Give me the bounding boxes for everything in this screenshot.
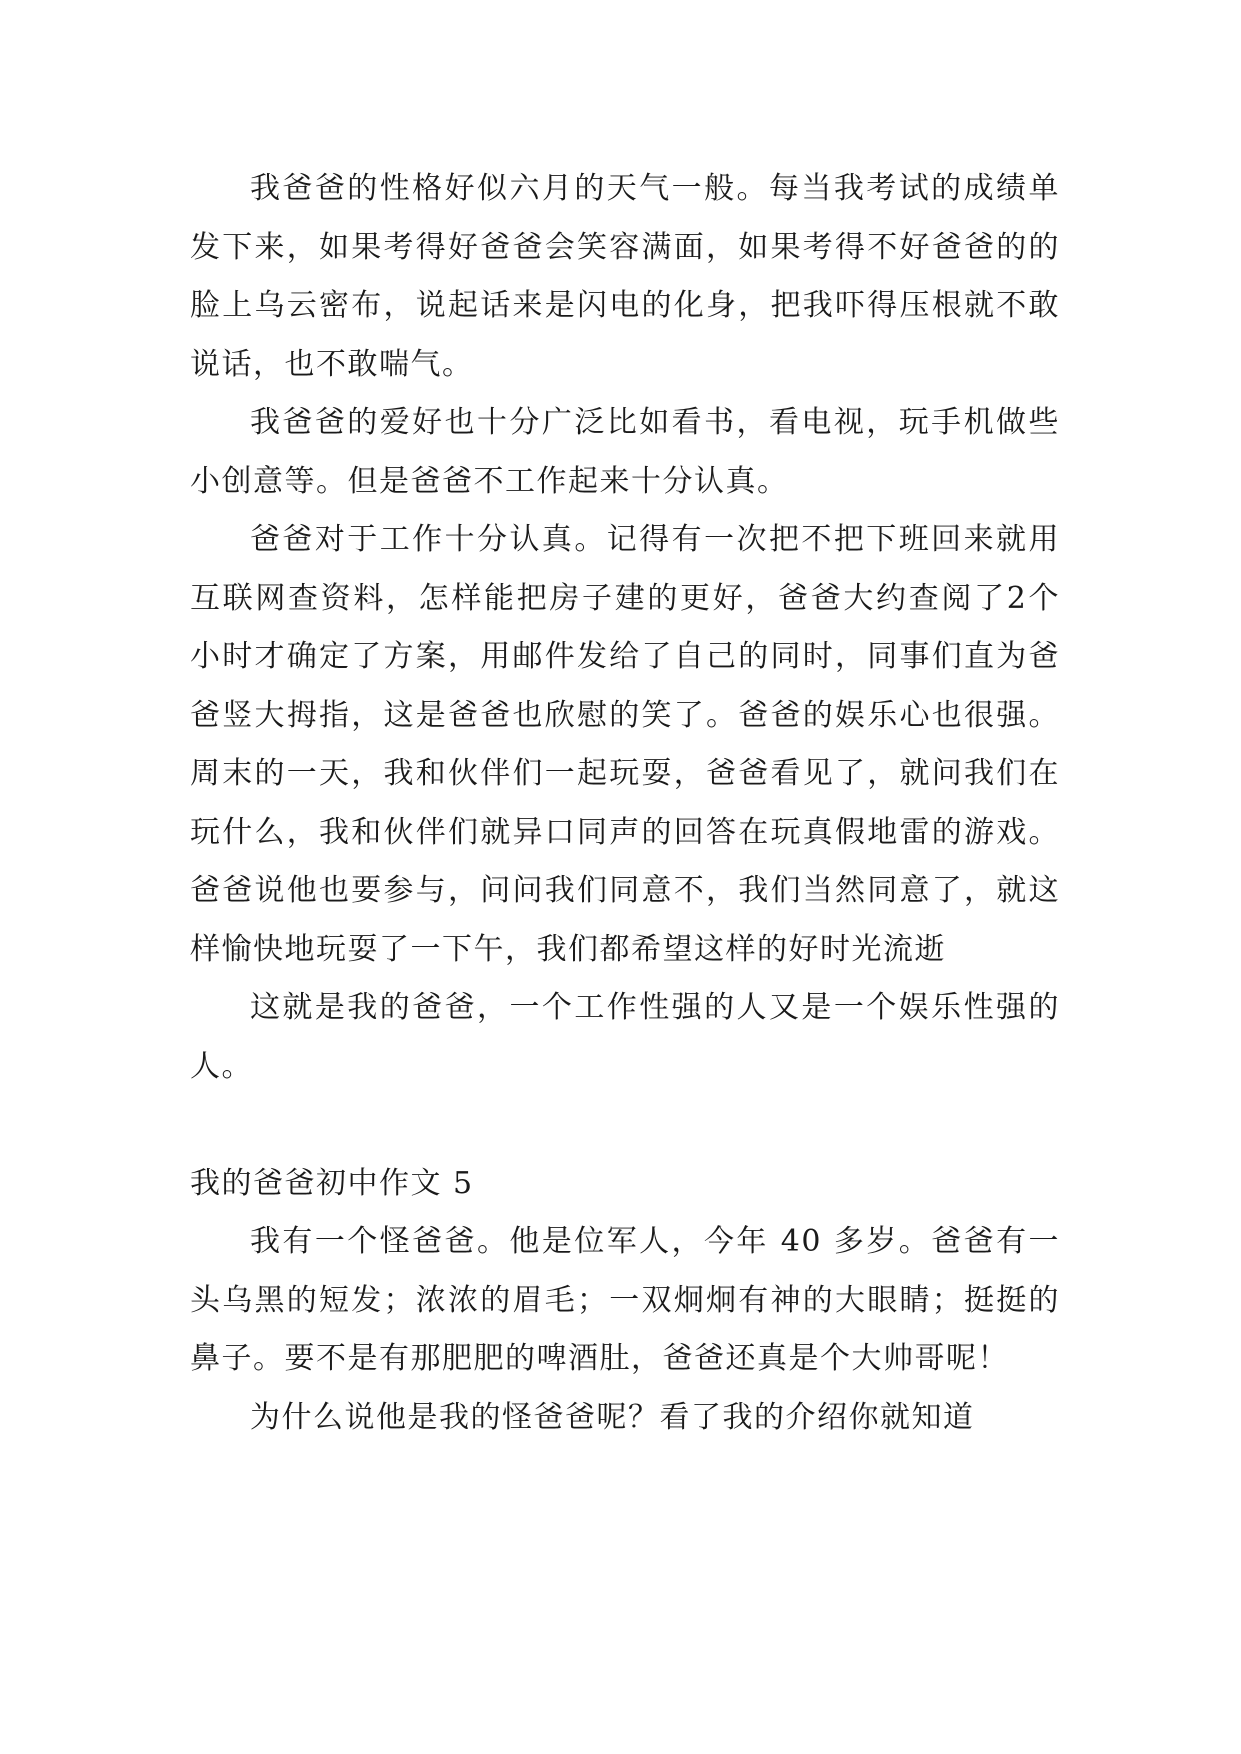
paragraph-work: 爸爸对于工作十分认真。记得有一次把不把下班回来就用互联网查资料，怎样能把房子建的更好，爸爸大约查阅了2个小时才确定了方案，用邮件发给了自己的同时，同事们直为爸爸竖大拇指，这是爸爸也欣慰的笑了。爸爸的娱乐心也很强。周末的一天，我和伙伴们一起玩耍，爸爸看见了，就问我们在玩什么，我和伙伴们就异口同声的回答在玩真假地雷的游戏。爸爸说他也要参与，问问我们同意不，我们当然同意了，就这样愉快地玩耍了一下午，我们都希望这样的好时光流逝 (190, 522, 1060, 967)
paragraph-conclusion: 这就是我的爸爸，一个工作性强的人又是一个娱乐性强的人。 (190, 990, 1060, 1084)
document-page (190, 160, 1060, 1447)
paragraph-question: 为什么说他是我的怪爸爸呢？看了我的介绍你就知道 (250, 1399, 975, 1435)
paragraph-temper: 我爸爸的性格好似六月的天气一般。每当我考试的成绩单发下来，如果考得好爸爸会笑容满面，如果考得不好爸爸的的脸上乌云密布，说起话来是闪电的化身，把我吓得压根就不敢说话，也不敢喘气。 (190, 171, 1060, 382)
essay-heading: 我的爸爸初中作文 5 (190, 1165, 474, 1201)
paragraph-hobbies: 我爸爸的爱好也十分广泛比如看书，看电视，玩手机做些小创意等。但是爸爸不工作起来十分认真。 (190, 405, 1060, 499)
paragraph-intro: 我有一个怪爸爸。他是位军人，今年 40 多岁。爸爸有一头乌黑的短发；浓浓的眉毛；一双炯炯有神的大眼睛；挺挺的鼻子。要不是有那肥肥的啤酒肚，爸爸还真是个大帅哥呢！ (190, 1224, 1060, 1376)
